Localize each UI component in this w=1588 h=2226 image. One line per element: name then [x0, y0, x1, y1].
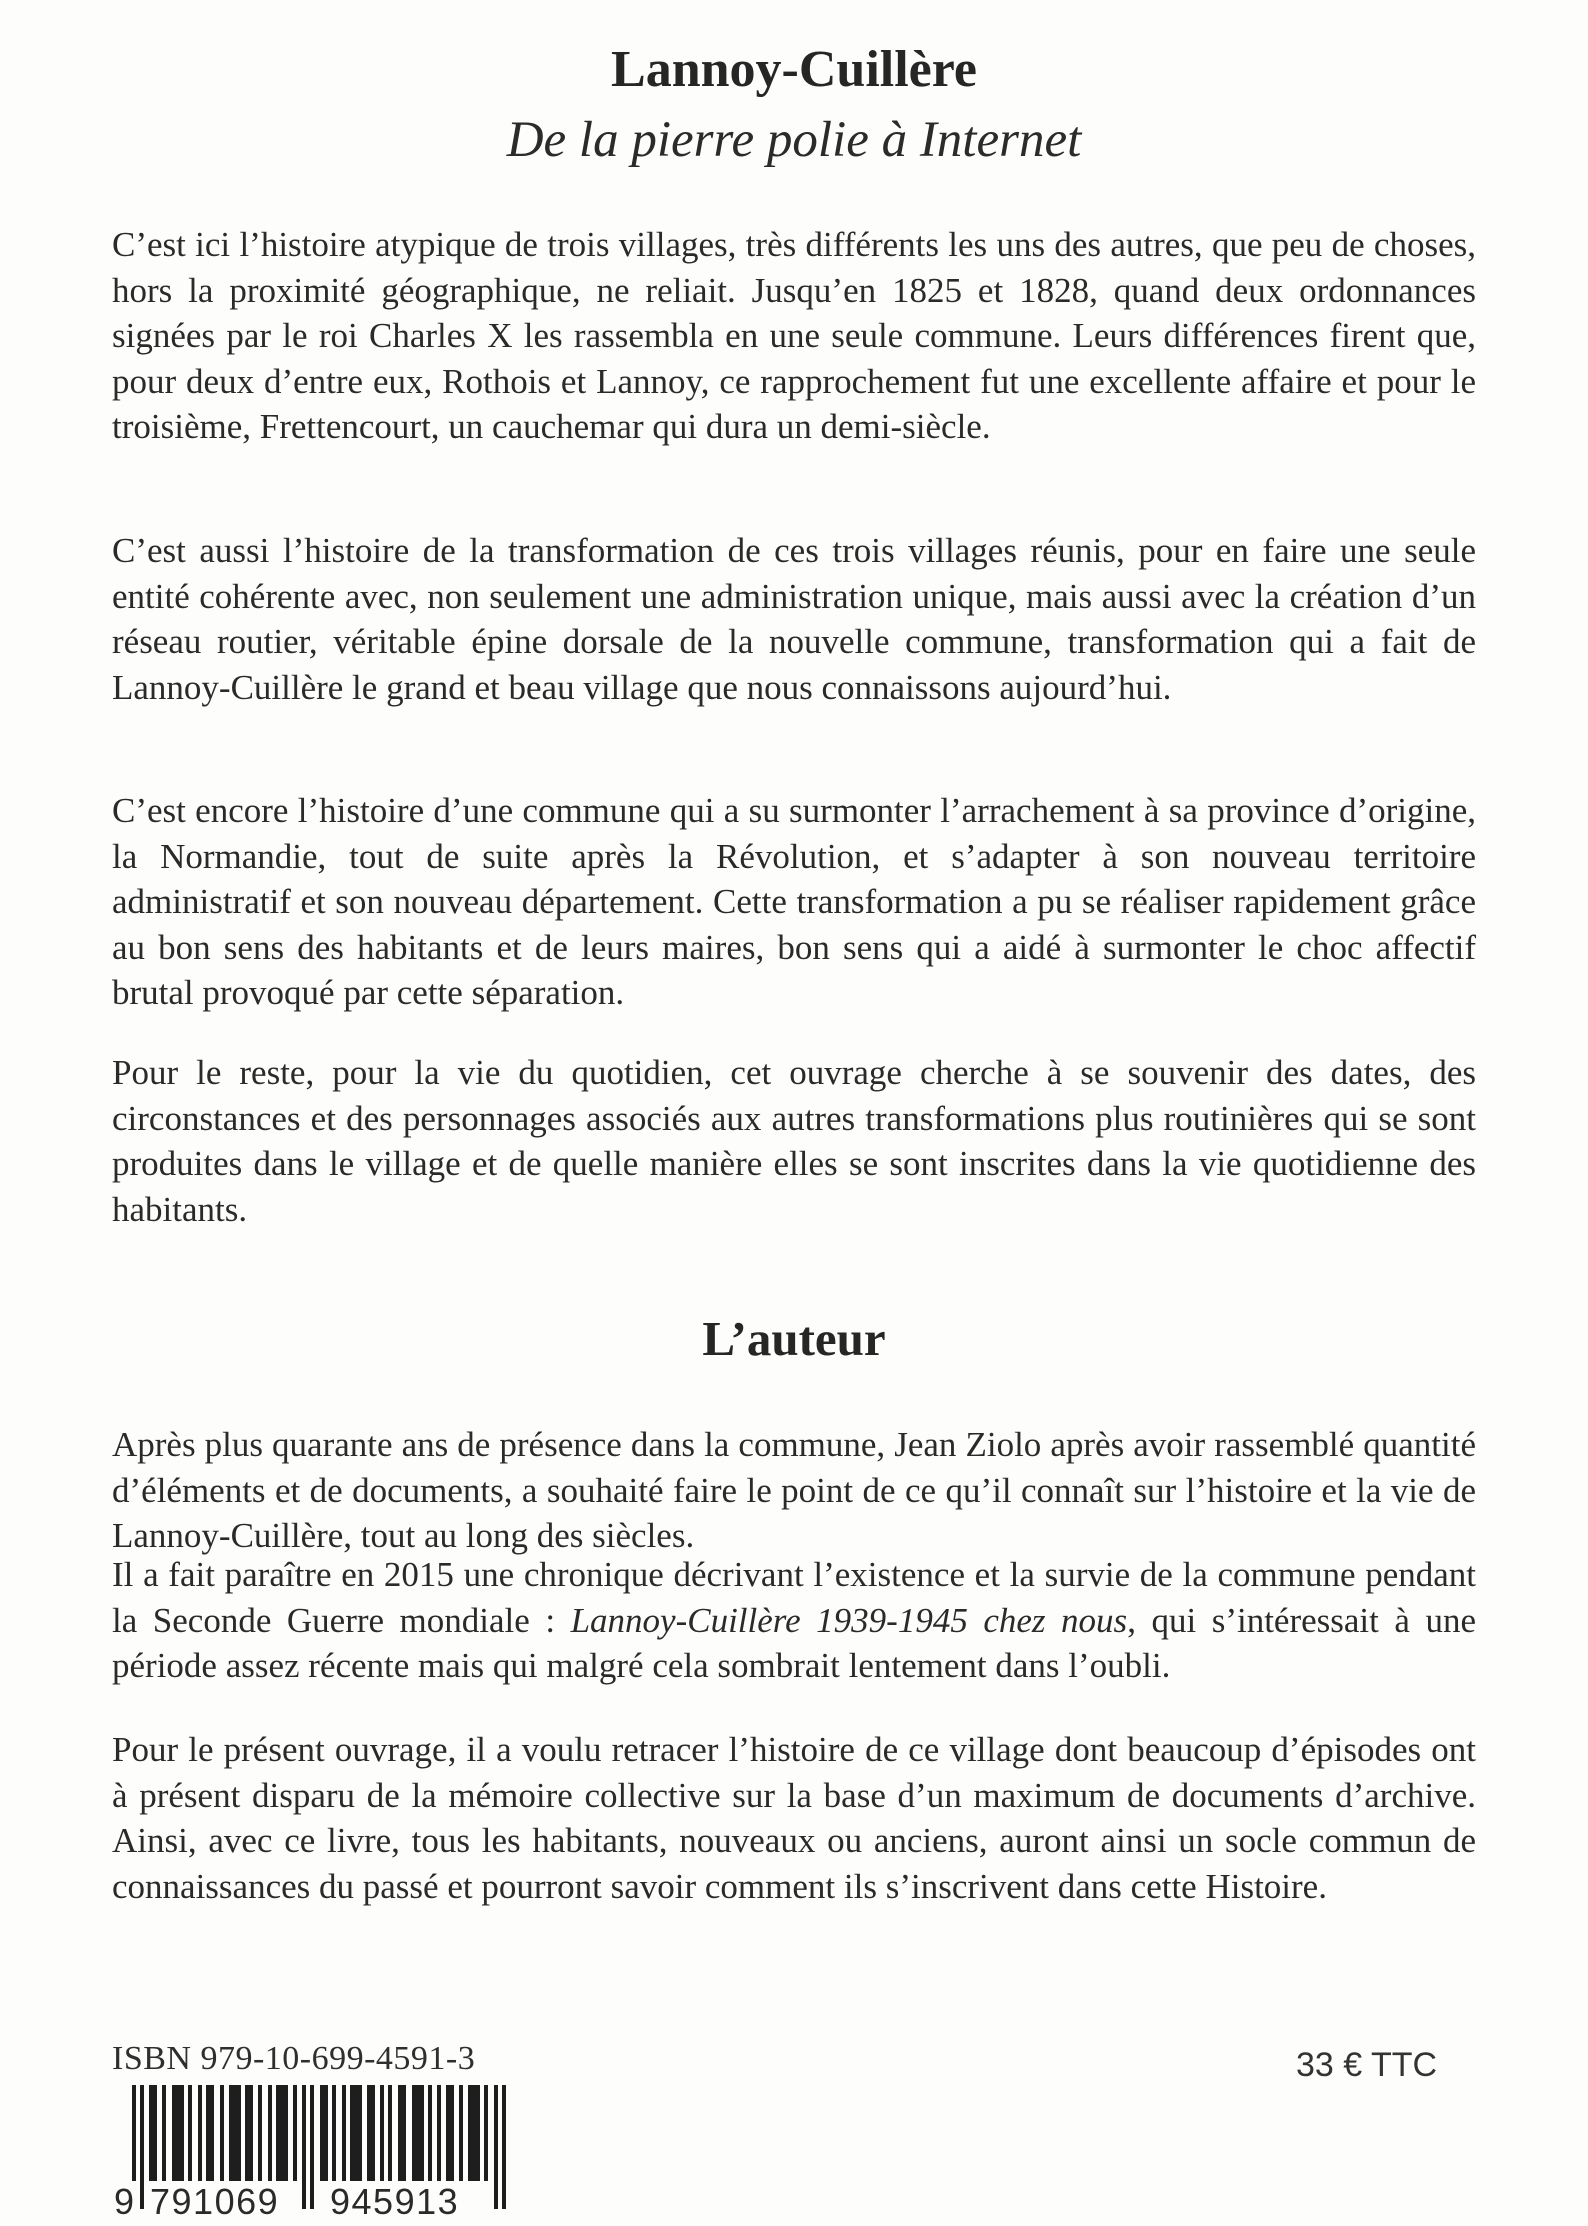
barcode-digits-right: 945913: [330, 2181, 460, 2222]
summary-text: Pour le reste, pour la vie du quotidien, cet ouvrage cherche à se souvenir des dates, des circonstances et des personnages associés aux autres transformations plus routinières qui se sont produites dans le village et de quelle manière elles se sont inscrites dans la vie quotidienne des habitants.: [112, 1053, 1476, 1229]
summary-paragraph-4: [112, 1050, 1476, 1232]
author-paragraph-3: [112, 1727, 1476, 1909]
summary-paragraph-1: [112, 222, 1476, 450]
summary-paragraph-3: [112, 788, 1476, 1016]
author-text-end: , qui s’intéressait à une période assez récente mais qui malgré cela sombrait lentement dans l’oubli.: [112, 1600, 1477, 1685]
isbn-label: ISBN 979-10-699-4591-3: [112, 2040, 476, 2077]
barcode-digits-left: 791069: [150, 2181, 280, 2222]
summary-text: C’est encore l’histoire d’une commune qui a su surmonter l’arrachement à sa province d’origine, la Normandie, tout de suite après la Révolution, et s’adapter à son nouveau territoire administratif et son nouveau département. Cette transformation a pu se réaliser rapidement grâce au bon sens des habitants et de leurs maires, bon sens qui a aidé à surmonter le choc affectif brutal provoqué par cette séparation.: [112, 791, 1476, 1012]
author-text: [112, 1552, 1476, 1689]
barcode-digit-prefix: 9: [114, 2181, 135, 2222]
summary-text: C’est aussi l’histoire de la transformation de ces trois villages réunis, pour en faire une seule entité cohérente avec, non seulement une administration unique, mais aussi avec la création d’un réseau routier, véritable épine dorsale de la nouvelle commune, transformation qui a fait de Lannoy-Cuillère le grand et beau village que nous connaissons aujourd’hui.: [112, 531, 1476, 707]
author-heading: L’auteur: [702, 1311, 886, 1366]
book-reference: Lannoy-Cuillère 1939-1945 chez nous: [570, 1600, 1128, 1640]
isbn-barcode: [112, 2085, 520, 2223]
barcode-digits: [112, 2181, 520, 2223]
book-title: Lannoy-Cuillère: [611, 41, 977, 98]
author-text: Après plus quarante ans de présence dans la commune, Jean Ziolo après avoir rassemblé quantité d’éléments et de documents, a souhaité faire le point de ce qu’il connaît sur l’histoire et la vie de Lannoy-Cuillère, tout au long des siècles.: [112, 1425, 1476, 1555]
author-text: Pour le présent ouvrage, il a voulu retracer l’histoire de ce village dont beaucoup d’épisodes ont à présent disparu de la mémoire collective sur la base d’un maximum de documents d’archive. Ainsi, avec ce livre, tous les habitants, nouveaux ou anciens, auront ainsi un socle commun de connaissances du passé et pourront savoir comment ils s’inscrivent dans cette Histoire.: [112, 1730, 1476, 1906]
summary-paragraph-2: [112, 528, 1476, 710]
author-paragraph-1: [112, 1422, 1476, 1559]
book-subtitle: De la pierre polie à Internet: [506, 112, 1082, 168]
author-paragraph-2: [112, 1552, 1476, 1689]
price-label: 33 € TTC: [1296, 2046, 1438, 2084]
author-text-start: Il a fait paraître en 2015 une chronique décrivant l’existence et la survie de la commune pendant la Seconde Guerre mondiale :: [112, 1555, 1476, 1640]
summary-text: C’est ici l’histoire atypique de trois villages, très différents les uns des autres, que peu de choses, hors la proximité géographique, ne reliait. Jusqu’en 1825 et 1828, quand deux ordonnances signées par le roi Charles X les rassembla en une seule commune. Leurs différences firent que, pour deux d’entre eux, Rothois et Lannoy, ce rapprochement fut une excellente affaire et pour le troisième, Frettencourt, un cauchemar qui dura un demi-siècle.: [112, 225, 1476, 446]
